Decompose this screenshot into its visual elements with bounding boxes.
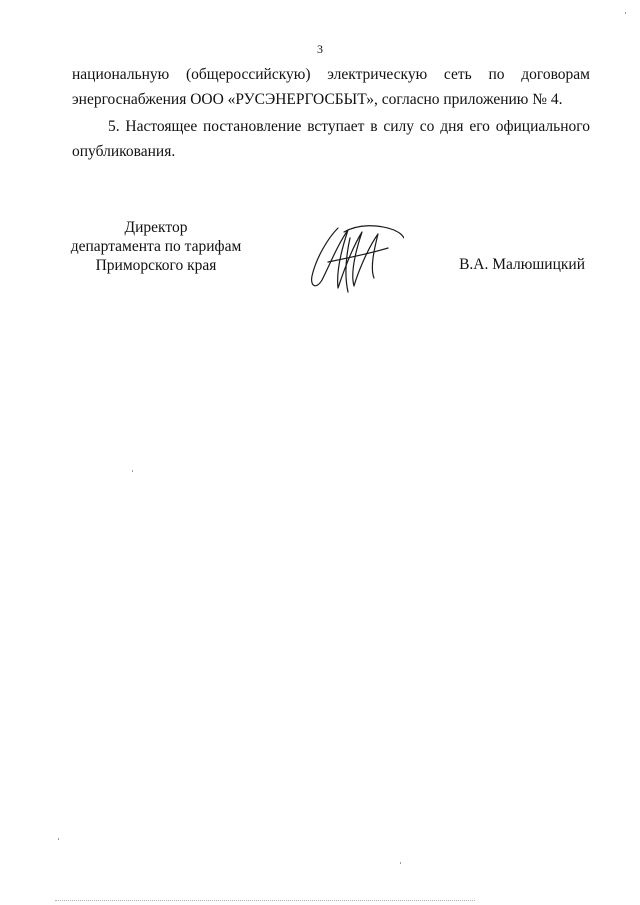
paragraph-line: опубликования. — [72, 143, 176, 160]
scan-speck — [58, 838, 59, 840]
signatory-title — [56, 218, 256, 275]
signer-name: В.А. Малюшицкий — [459, 256, 585, 273]
word: электрическую — [327, 66, 428, 83]
page-number: 3 — [317, 42, 323, 56]
word: со — [419, 118, 435, 135]
word: в — [370, 118, 378, 135]
word: дня — [440, 118, 464, 135]
word: Настоящее — [125, 118, 198, 135]
word: национальную — [72, 66, 170, 83]
scan-edge-line — [55, 900, 475, 901]
paragraph-line — [72, 62, 590, 87]
signatory-title-line: Директор — [124, 219, 188, 236]
paragraph-line: энергоснабжения ООО «РУСЭНЕРГОСБЫТ», согласно приложению № 4. — [72, 91, 563, 108]
word: силу — [383, 118, 415, 135]
word: вступает — [307, 118, 365, 135]
paragraph-line — [72, 114, 590, 139]
scan-speck — [400, 862, 401, 864]
word: его — [469, 118, 490, 135]
scan-speck — [132, 470, 133, 472]
word: 5. — [108, 118, 120, 135]
scan-speck — [625, 12, 626, 14]
word: сеть — [443, 66, 472, 83]
handwritten-signature — [298, 218, 404, 296]
word: официального — [495, 118, 590, 135]
paragraph-effective-date — [72, 114, 590, 164]
word: (общероссийскую) — [186, 66, 311, 83]
word: постановление — [203, 118, 302, 135]
paragraph-tariff-contracts — [72, 62, 590, 112]
signatory-title-line: департамента по тарифам — [70, 238, 242, 255]
signatory-title-line: Приморского края — [95, 257, 217, 274]
word: договорам — [521, 66, 590, 83]
word: по — [488, 66, 505, 83]
